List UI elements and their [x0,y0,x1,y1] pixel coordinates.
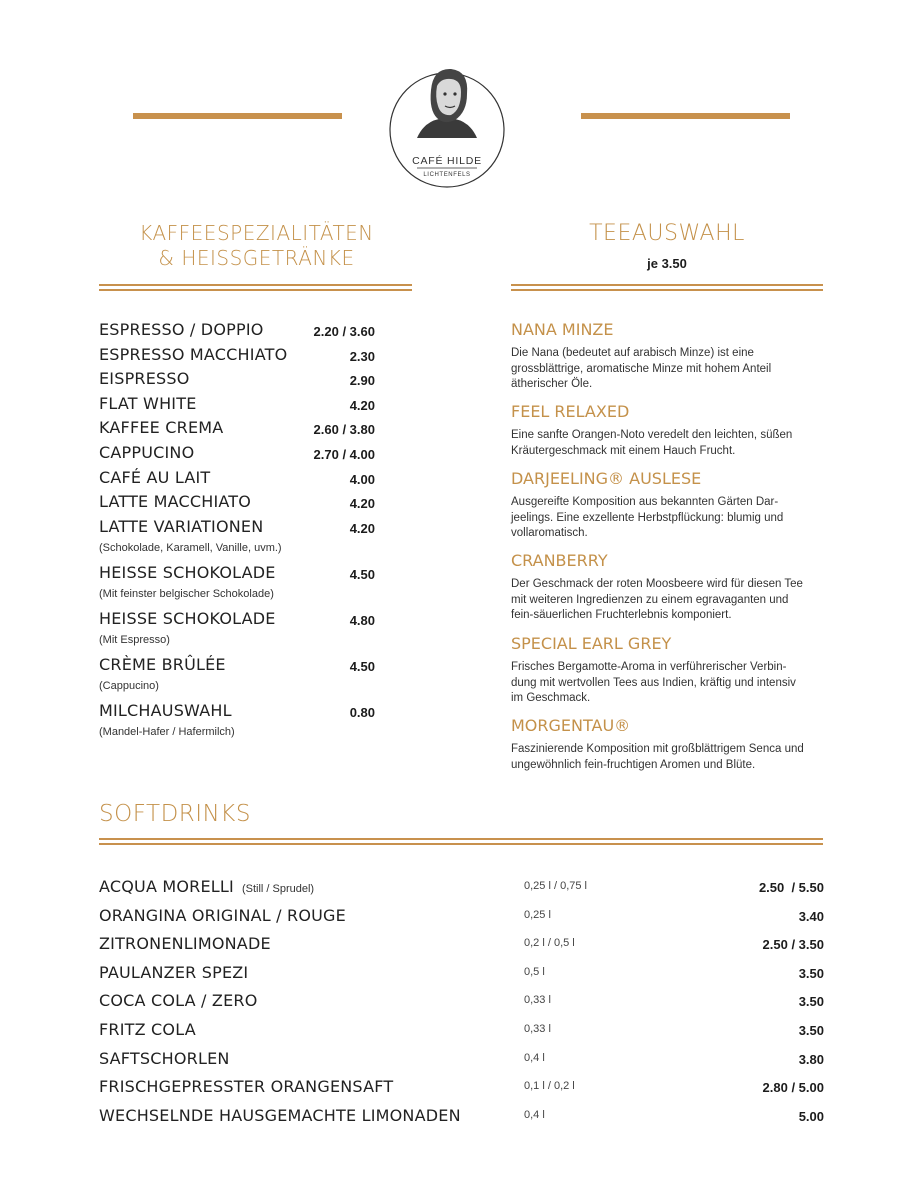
coffee-item-price: 4.20 [349,520,375,536]
softdrink-item [99,1018,824,1042]
tea-heading: TEEAUSWAHL [589,221,745,246]
coffee-item-name: MILCHAUSWAHL [99,700,232,720]
tea-item [511,404,811,459]
coffee-item-name: LATTE VARIATIONEN [99,516,264,536]
coffee-item-name: ESPRESSO / DOPPIO [99,320,264,339]
softdrink-item [99,961,824,985]
coffee-item [99,654,379,692]
softdrink-name: PAULANZER SPEZI [99,962,249,982]
coffee-divider [99,284,412,291]
softdrink-name: COCA COLA / ZERO [99,991,258,1011]
softdrink-name: SAFTSCHORLEN [99,1048,230,1068]
coffee-item-price: 4.50 [349,658,375,674]
coffee-item [99,445,379,461]
coffee-item-price: 2.70 / 4.00 [313,447,375,462]
softdrinks-divider [99,838,823,845]
softdrink-volume: 0,25 l [524,908,551,921]
coffee-item [99,371,379,387]
softdrink-volume: 0,25 l / 0,75 l [524,880,587,892]
softdrink-price: 2.50 / 3.50 [762,937,824,953]
coffee-item-name: CRÈME BRÛLÉE [99,654,226,674]
tea-item-name: MORGENTAU® [511,716,631,735]
softdrink-price: 2.80 / 5.00 [762,1080,824,1096]
coffee-heading-line2: & HEISSGETRÄNKE [158,246,355,270]
softdrink-price: 3.50 [798,994,824,1010]
softdrink-item [99,989,824,1013]
coffee-item [99,700,379,738]
coffee-item [99,608,379,646]
softdrink-item [99,1075,824,1099]
tea-item-desc: Faszinierende Komposition mit großblättrigem Senca und ungewöhnlich fein-fruchtigen Aromen und Blüte. [511,743,804,771]
coffee-item-name: CAPPUCINO [99,443,195,462]
coffee-item-name: HEISSE SCHOKOLADE [99,608,276,628]
tea-item [511,322,811,393]
tea-item-name: DARJEELING® AUSLESE [511,469,702,488]
tea-divider [511,284,823,291]
softdrink-name: ZITRONENLIMONADE [99,934,271,954]
softdrink-volume: 0,5 l [524,965,545,978]
softdrink-price: 2.50 / 5.50 [758,880,824,895]
coffee-heading-line1: KAFFEESPEZIALITÄTEN [139,221,374,245]
coffee-item [99,344,379,364]
tea-item-desc: Die Nana (bedeutet auf arabisch Minze) ist eine grossblättrige, aromatische Minze mit hohem Anteil ätherischer Öle. [511,347,772,390]
softdrink-item [99,1047,824,1071]
coffee-item [99,467,379,487]
softdrink-name: FRISCHGEPRESSTER ORANGENSAFT [99,1077,394,1097]
tea-item-desc: Ausgereifte Komposition aus bekannten Gärten Dar-jeelings. Eine exzellente Herbstpflückung: blumig und vollaromatisch. [511,496,784,539]
tea-item [511,471,811,542]
tea-item [511,553,811,624]
coffee-item-price: 4.80 [349,612,375,628]
tea-item [511,718,811,773]
coffee-item-price: 2.60 / 3.80 [313,422,375,438]
softdrink-volume: 0,4 l [524,1051,545,1064]
tea-item-desc: Frisches Bergamotte-Aroma in verführerischer Verbin-dung mit wertvollen Tees aus Indien, kräftig und intensiv im Geschmack. [511,661,796,704]
coffee-item-price: 2.20 / 3.60 [313,324,375,339]
coffee-item-name: EISPRESSO [99,369,190,389]
coffee-item-name: ESPRESSO MACCHIATO [99,344,288,364]
coffee-item-price: 4.00 [349,471,375,487]
coffee-heading [99,221,414,271]
tea-item-name: CRANBERRY [511,551,608,570]
coffee-item-price: 4.20 [349,496,375,512]
coffee-item-price: 4.50 [349,566,375,582]
softdrink-volume: 0,4 l [524,1108,545,1121]
coffee-item-note: (Schokolade, Karamell, Vanille, uvm.) [99,541,282,554]
softdrink-item [99,1104,824,1128]
tea-price-all: je 3.50 [647,256,687,271]
softdrink-name: ACQUA MORELLI (Still / Sprudel) [99,877,315,896]
cafe-logo [389,52,505,188]
coffee-item-name: FLAT WHITE [99,393,197,413]
coffee-item-price: 4.20 [349,397,375,413]
coffee-item [99,420,379,436]
coffee-item-name: HEISSE SCHOKOLADE [99,562,276,582]
top-left-bar [133,113,342,119]
softdrink-volume: 0,1 l / 0,2 l [524,1080,575,1093]
coffee-item [99,393,379,413]
coffee-item-note: (Cappucino) [99,679,159,692]
softdrink-item [99,904,824,928]
softdrink-volume: 0,33 l [524,994,551,1007]
coffee-item-note: (Mandel-Hafer / Hafermilch) [99,725,235,738]
tea-item-name: NANA MINZE [511,320,614,339]
coffee-item-name: CAFÉ AU LAIT [99,467,211,487]
coffee-item-name: KAFFEE CREMA [99,418,224,438]
logo-name: CAFÉ HILDE [412,155,482,167]
coffee-item [99,494,379,510]
softdrink-price: 5.00 [798,1108,824,1124]
top-right-bar [581,113,790,119]
coffee-item [99,516,379,554]
softdrink-name: ORANGINA ORIGINAL / ROUGE [99,905,346,925]
softdrinks-heading: SOFTDRINKS [99,801,251,827]
softdrink-name: FRITZ COLA [99,1020,196,1039]
coffee-item-note: (Mit Espresso) [99,633,170,646]
softdrink-price: 3.50 [798,965,824,981]
coffee-item-price: 2.30 [349,348,375,364]
coffee-item-price: 2.90 [349,373,375,389]
tea-item-name: SPECIAL EARL GREY [511,634,672,653]
coffee-item-name: LATTE MACCHIATO [99,492,252,512]
coffee-item [99,562,379,600]
tea-item-name: FEEL RELAXED [511,402,630,421]
softdrink-price: 3.40 [798,908,824,924]
tea-item-desc: Eine sanfte Orangen-Noto veredelt den leichten, süßen Kräutergeschmack mit einem Hauch Frucht. [511,429,793,457]
softdrink-extra: (Still / Sprudel) [241,883,315,895]
softdrink-price: 3.50 [798,1023,824,1038]
logo-place: LICHTENFELS [423,172,471,178]
softdrink-item [99,932,824,956]
softdrink-volume: 0,2 l / 0,5 l [524,937,575,950]
coffee-item-note: (Mit feinster belgischer Schokolade) [99,587,274,600]
coffee-item [99,322,379,338]
softdrink-volume: 0,33 l [524,1023,551,1035]
tea-item-desc: Der Geschmack der roten Moosbeere wird für diesen Tee mit weiteren Ingredienzen zu einem egravaganten und fein-säuerlichen Fruchterlebnis komponiert. [511,578,803,621]
softdrink-item [99,875,824,899]
softdrink-price: 3.80 [798,1051,824,1067]
tea-item [511,636,811,707]
coffee-item-price: 0.80 [349,704,375,720]
softdrink-name: WECHSELNDE HAUSGEMACHTE LIMONADEN [99,1105,461,1125]
